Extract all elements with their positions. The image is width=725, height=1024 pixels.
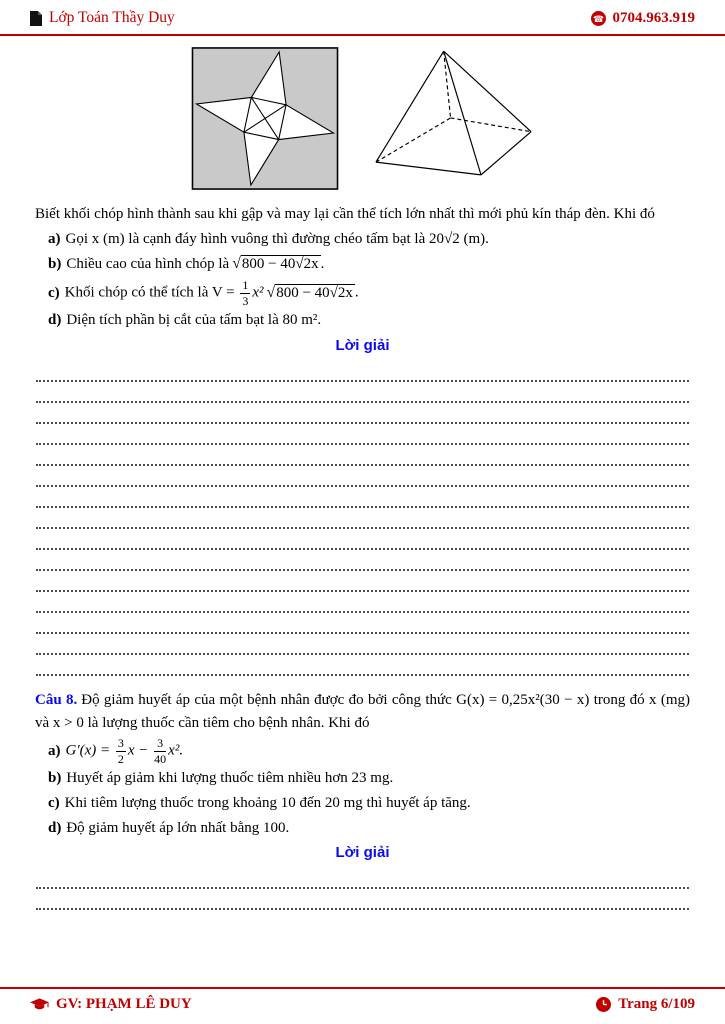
- statement-b: [48, 768, 690, 790]
- clock-icon: [596, 997, 611, 1012]
- header-left: [30, 9, 175, 27]
- dotted-answer-line: [36, 382, 689, 403]
- page-header: [0, 0, 725, 36]
- fraction-numerator: 1: [242, 278, 249, 293]
- radical-sign: √: [232, 255, 241, 273]
- dotted-answer-line: [36, 634, 689, 655]
- fraction-numerator: 3: [117, 736, 124, 751]
- dotted-answer-line: [36, 868, 689, 889]
- statement-b: [48, 253, 690, 276]
- statement-d: [48, 818, 690, 840]
- x-squared: x²: [252, 284, 264, 301]
- dotted-answer-line: [36, 445, 689, 466]
- fraction-numerator: 3: [154, 737, 166, 752]
- item-label-a: a): [48, 742, 61, 759]
- item-label-d: d): [48, 312, 62, 329]
- fraction-denominator: 3: [242, 293, 249, 308]
- dotted-answer-line: [36, 889, 689, 910]
- item-label-b: b): [48, 770, 62, 787]
- item-text-a: Gọi x (m) là cạnh đáy hình vuông thì đường chéo tấm bạt là 20√2 (m).: [65, 230, 489, 247]
- statement-a: [48, 737, 690, 765]
- radical-sign: √: [266, 283, 276, 301]
- item-text-b: Chiều cao của hình chóp là: [66, 256, 230, 273]
- svg-text:☎: ☎: [592, 14, 604, 25]
- fraction-denominator: 40: [154, 751, 167, 766]
- sqrt-expression: [232, 256, 320, 272]
- x-squared-end: x².: [168, 742, 184, 759]
- statement-d: [48, 310, 690, 332]
- statement-c: [48, 793, 690, 815]
- dotted-answer-line: [36, 424, 689, 445]
- solution-answer-area: [36, 361, 689, 676]
- dotted-answer-line: [36, 613, 689, 634]
- graduation-cap-icon: [30, 998, 49, 1012]
- item-text-c: Khối chóp có thể tích là V =: [64, 284, 235, 301]
- problem-8-text: Độ giảm huyết áp của một bệnh nhân được đo bởi công thức G(x) = 0,25x²(30 − x) trong đó x (mg) và x > 0 là lượng thuốc cần tiêm cho bệnh nhân. Khi đó: [35, 692, 690, 731]
- sqrt-expression: [267, 285, 355, 301]
- x-minus: x −: [127, 742, 149, 759]
- header-right: [591, 10, 696, 27]
- header-title: Lớp Toán Thầy Duy: [49, 9, 175, 26]
- footer-right: [596, 996, 695, 1013]
- problem-8-options: [48, 737, 690, 839]
- item-text-d: Diện tích phần bị cắt của tấm bạt là 80 m².: [66, 312, 322, 329]
- item-label-c: c): [48, 284, 60, 301]
- item-label-a: a): [48, 230, 61, 247]
- dotted-answer-line: [36, 529, 689, 550]
- radicand: 800 − 40√2x: [276, 284, 353, 301]
- footer-left: [30, 996, 192, 1013]
- item-label-d: d): [48, 819, 62, 836]
- item-text-d: Độ giảm huyết áp lớn nhất bằng 100.: [66, 819, 290, 836]
- footer-page-number: Trang 6/109: [618, 996, 695, 1012]
- fraction-denominator: 2: [117, 751, 124, 766]
- problem-8: [35, 689, 690, 734]
- statement-c: [48, 279, 690, 307]
- solution-title: Lời giải: [335, 337, 390, 355]
- dotted-answer-line: [36, 592, 689, 613]
- page-footer: [0, 987, 725, 1024]
- solution-answer-area: [36, 868, 689, 910]
- phone-icon: [591, 11, 606, 26]
- footer-teacher: GV: PHẠM LÊ DUY: [56, 996, 192, 1012]
- fraction-three-halves: [116, 737, 126, 765]
- item-label-c: c): [48, 794, 60, 811]
- dotted-answer-line: [36, 361, 689, 382]
- item-text-b-end: .: [320, 256, 325, 273]
- solution-title: Lời giải: [335, 844, 390, 862]
- item-text-b: Huyết áp giảm khi lượng thuốc tiêm nhiều hơn 23 mg.: [66, 770, 394, 787]
- item-text-c: Khi tiêm lượng thuốc trong khoảng 10 đến 20 mg thì huyết áp tăng.: [64, 794, 471, 811]
- item-text-c-end: .: [354, 284, 359, 301]
- header-phone: 0704.963.919: [612, 9, 695, 26]
- radicand: 800 − 40√2x: [241, 256, 319, 273]
- dotted-answer-line: [36, 403, 689, 424]
- document-icon: [30, 11, 42, 26]
- statement-a: [48, 229, 690, 251]
- fraction-one-third: [240, 279, 250, 307]
- dotted-answer-line: [36, 466, 689, 487]
- dotted-answer-line: [36, 571, 689, 592]
- fraction-three-fortieths: [154, 737, 166, 765]
- item-label-b: b): [48, 256, 62, 273]
- dotted-answer-line: [36, 550, 689, 571]
- tarp-net-figure: [191, 46, 339, 191]
- dotted-answer-line: [36, 508, 689, 529]
- dotted-answer-line: [36, 655, 689, 676]
- problem-statement: Biết khối chóp hình thành sau khi gập và may lại cần thể tích lớn nhất thì mới phủ kín tháp đèn. Khi đó: [35, 206, 655, 222]
- dotted-answer-line: [36, 487, 689, 508]
- derivative-expression: G′(x) =: [65, 742, 111, 759]
- problem-7-options: [48, 229, 690, 333]
- figures-row: [0, 46, 725, 191]
- problem-8-number: Câu 8.: [35, 692, 78, 709]
- pyramid-figure: [373, 46, 535, 182]
